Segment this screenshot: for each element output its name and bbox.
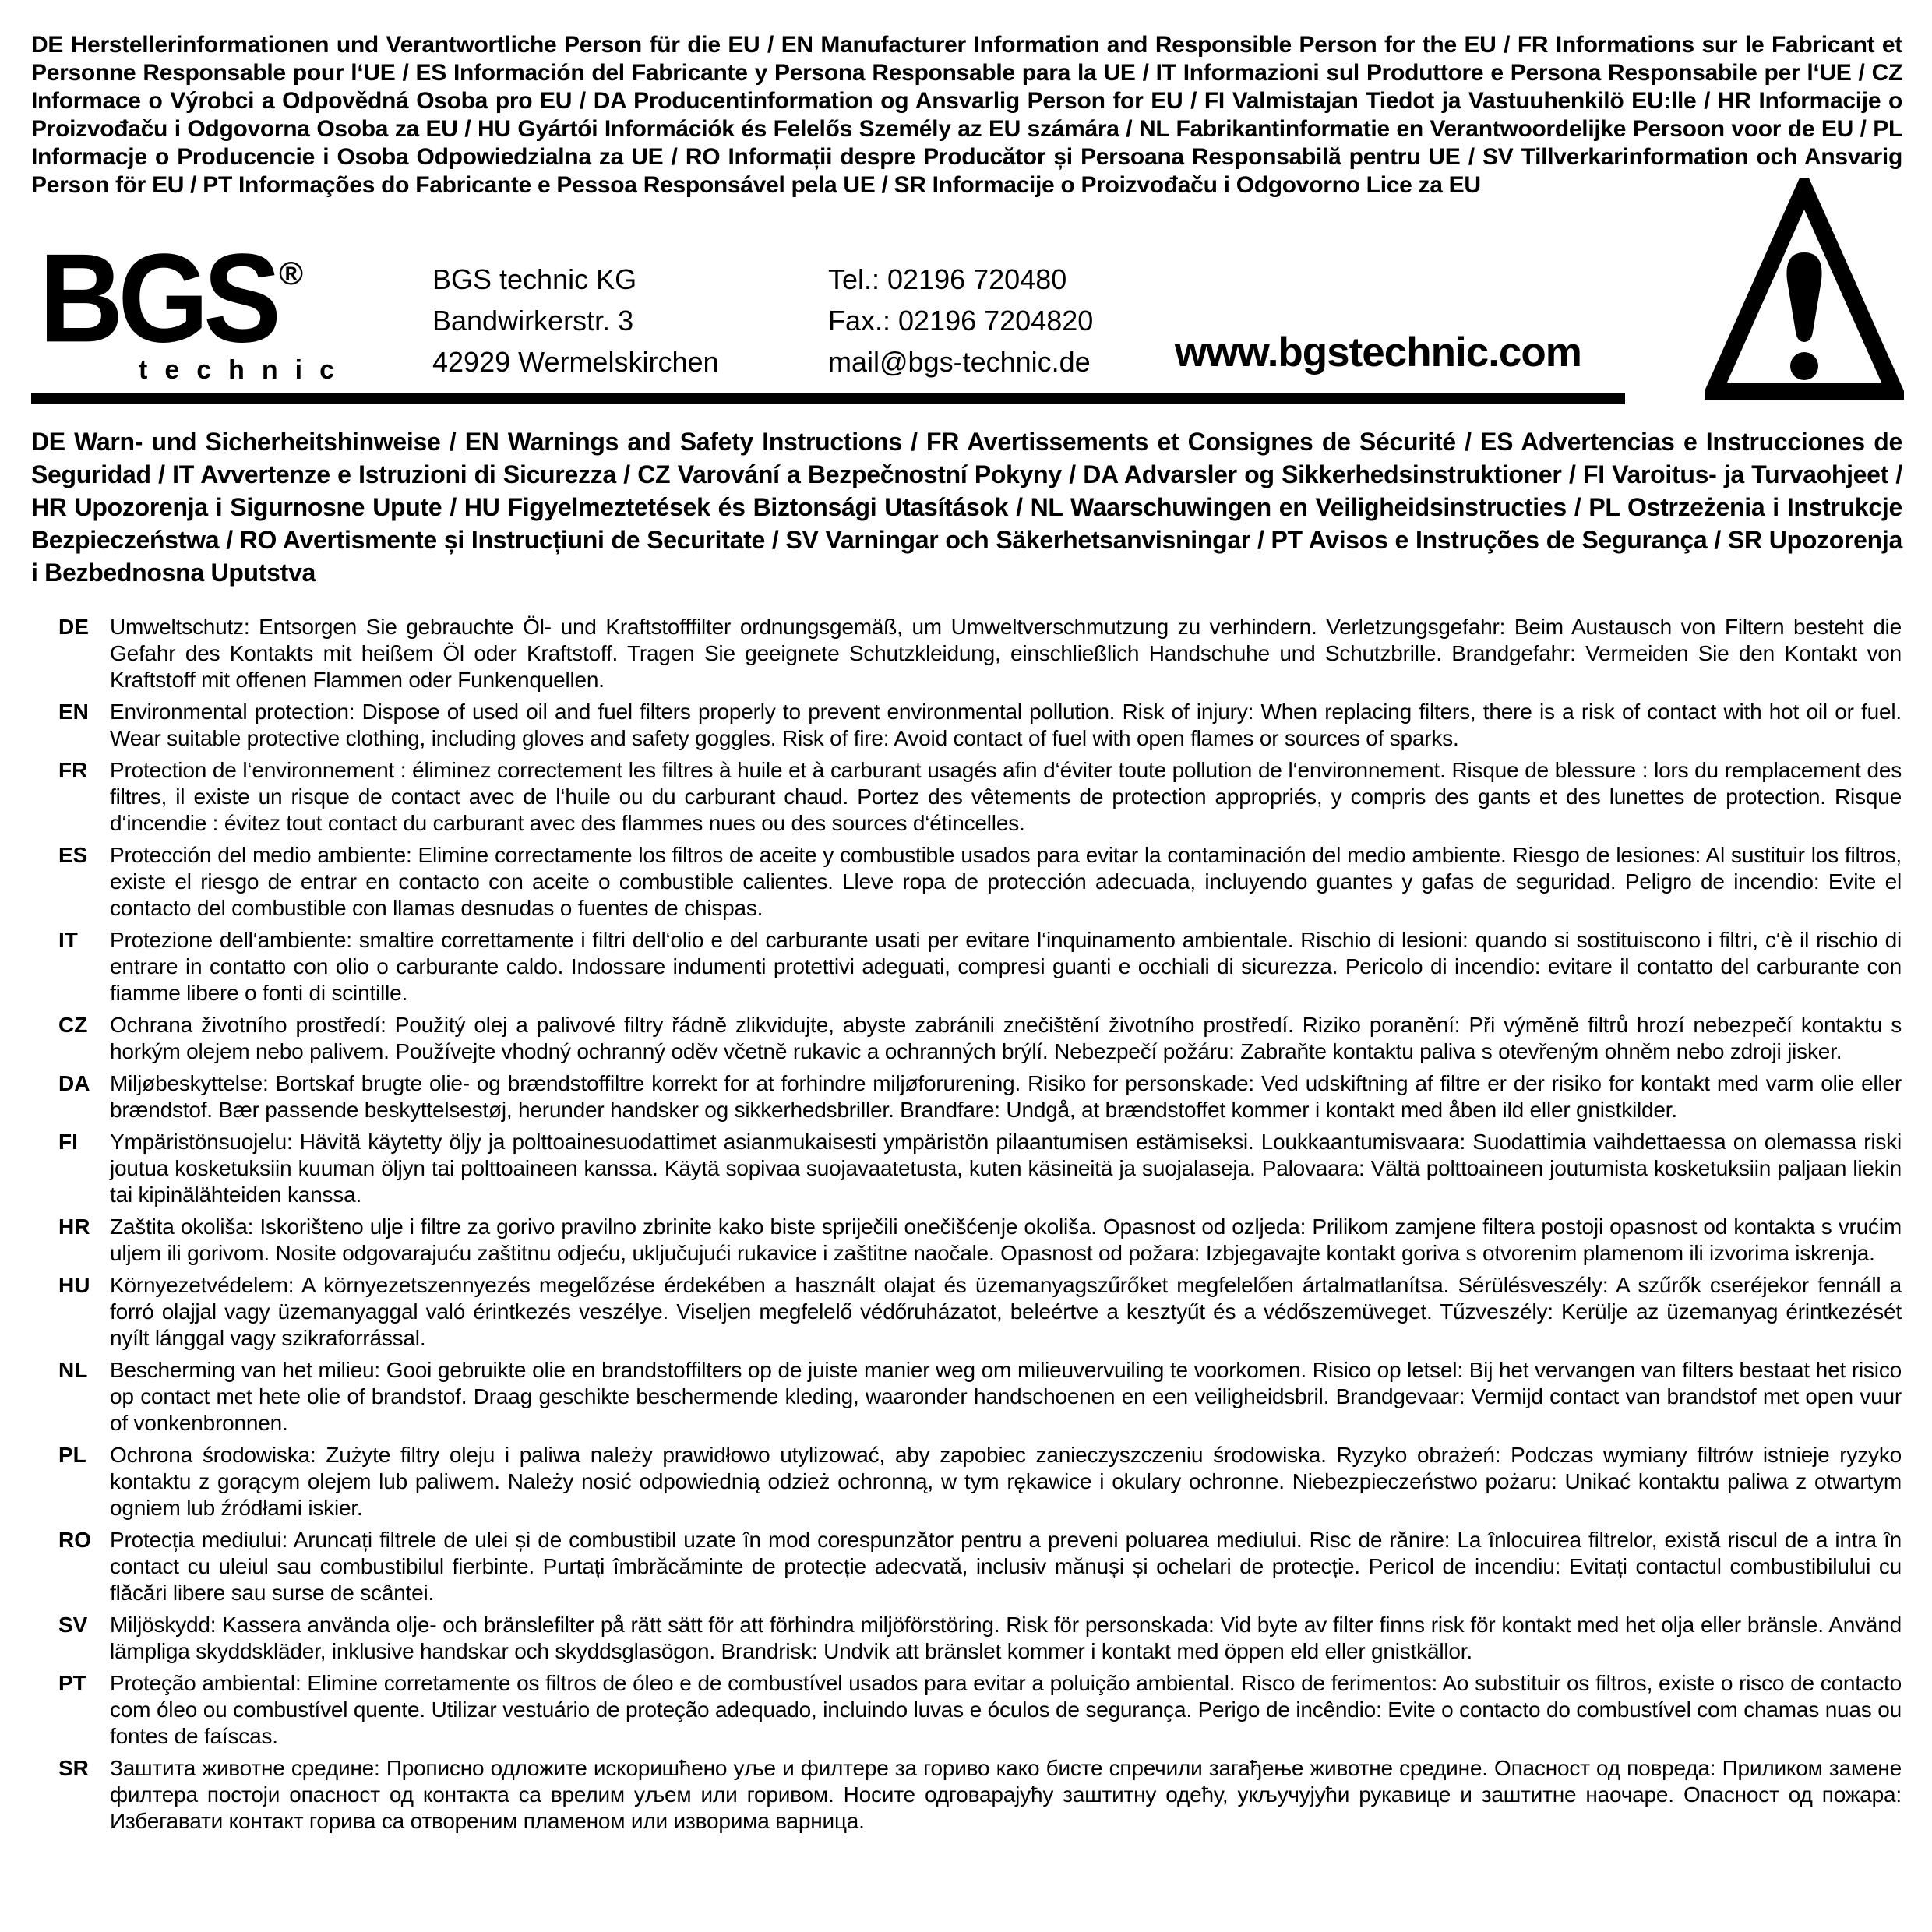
company-name: BGS technic KG: [432, 263, 637, 295]
divider: [31, 393, 1625, 404]
list-item-en: [58, 699, 1902, 752]
language-code: DE: [58, 615, 89, 639]
list-item-de: [58, 614, 1902, 693]
language-text: Заштита животне средине: Прописно одложите искоришћено уље и филтере за гориво како бисте спречили загађење животне средине. Опасност од повреда: Приликом замене филтера постоји опасност од контакта са врелим уљем или горивом. Носите одговарајућу заштитну одећу, укључујући рукавице и заштитне наочаре. Опасност од пожара: Избегавати контакт горива са отвореним пламеном или изворима варница.: [110, 1756, 1902, 1833]
company-email: mail@bgs-technic.de: [828, 346, 1091, 378]
list-item-cz: [58, 1012, 1902, 1065]
list-item-it: [58, 927, 1902, 1007]
company-phone: Tel.: 02196 720480: [828, 263, 1067, 295]
language-code: RO: [58, 1528, 91, 1552]
list-item-ro: [58, 1527, 1902, 1606]
website-url: www.bgstechnic.com: [1175, 330, 1581, 375]
registered-trademark-symbol: ®: [279, 254, 304, 291]
language-code: PL: [58, 1443, 86, 1467]
company-street: Bandwirkerstr. 3: [432, 305, 634, 337]
language-text: Miljöskydd: Kassera använda olje- och bränslefilter på rätt sätt för att förhindra miljöförstöring. Risk för personskada: Vid byte av filter finns risk för kontakt med het olja eller bränsle. Använd lämpliga skyddskläder, inklusive handskar och skyddsglasögon. Brandrisk: Undvik att bränslet kommer i kontakt med öppen eld eller gnistkällor.: [110, 1613, 1902, 1663]
language-text: Protección del medio ambiente: Elimine correctamente los filtros de aceite y combustible usados para evitar la contaminación del medio ambiente. Riesgo de lesiones: Al sustituir los filtros, existe el riesgo de entrar en contacto con aceite o combustible calientes. Lleve ropa de protección adecuada, incluyendo guantes y gafas de seguridad. Peligro de incendio: Evite el contacto del combustible con llamas desnudas o fuentes de chispas.: [110, 843, 1902, 920]
company-fax: Fax.: 02196 7204820: [828, 305, 1094, 337]
language-text: Proteção ambiental: Elimine corretamente os filtros de óleo e de combustível usados para evitar a poluição ambiental. Risco de ferimentos: Ao substituir os filtros, existe o risco de contacto com óleo ou combustível quente. Utilizar vestuário de proteção adequado, incluindo luvas e óculos de segurança. Perigo de incêndio: Evite o contacto do combustível com chamas nuas ou fontes de faíscas.: [110, 1671, 1902, 1748]
language-text: Környezetvédelem: A környezetszennyezés megelőzése érdekében a használt olajat és üzemanyagszűrőket megfelelően ártalmatlanítsa. Sérülésveszély: A szűrők cseréjekor fennáll a forró olajjal vagy üzemanyaggal való érintkezés veszélye. Viseljen megfelelő védőruházatot, beleértve a kesztyűt és a védőszemüveget. Tűzveszély: Kerülje az üzemanyag érintkezését nyílt lánggal vagy szikraforrással.: [110, 1273, 1902, 1350]
safety-instructions-list: [58, 614, 1902, 1840]
language-text: Bescherming van het milieu: Gooi gebruikte olie en brandstoffilters op de juiste manier weg om milieuvervuiling te voorkomen. Risico op letsel: Bij het vervangen van filters bestaat het risico op contact met hete olie of brandstof. Draag geschikte beschermende kleding, waaronder handschoenen en een veiligheidsbril. Brandgevaar: Vermijd contact van brandstof met open vuur of vonkenbronnen.: [110, 1358, 1902, 1435]
bgs-logo-subtext: technic: [139, 355, 352, 385]
language-text: Environmental protection: Dispose of used oil and fuel filters properly to prevent environmental pollution. Risk of injury: When replacing filters, there is a risk of contact with hot oil or fuel. Wear suitable protective clothing, including gloves and safety goggles. Risk of fire: Avoid contact of fuel with open flames or sources of sparks.: [110, 700, 1902, 750]
language-code: FI: [58, 1130, 78, 1154]
list-item-sv: [58, 1612, 1902, 1665]
language-code: EN: [58, 700, 89, 724]
list-item-hu: [58, 1272, 1902, 1352]
language-text: Umweltschutz: Entsorgen Sie gebrauchte Öl- und Kraftstofffilter ordnungsgemäß, um Umweltverschmutzung zu verhindern. Verletzungsgefahr: Beim Austausch von Filtern besteht die Gefahr des Kontakts mit heißem Öl oder Kraftstoff. Tragen Sie geeignete Schutzkleidung, einschließlich Handschuhe und Schutzbrille. Brandgefahr: Vermeiden Sie den Kontakt von Kraftstoff mit offenen Flammen oder Funkenquellen.: [110, 615, 1902, 692]
safety-warnings-heading: DE Warn- und Sicherheitshinweise / EN Warnings and Safety Instructions / FR Avertissements et Consignes de Sécurité / ES Advertencias e Instrucciones de Seguridad / IT Avvertenze e Istruzioni di Sicurezza / CZ Varování a Bezpečnostní Pokyny / DA Advarsler og Sikkerhedsinstruktioner / FI Varoitus- ja Turvaohjeet / HR Upozorenja i Sigurnosne Upute / HU Figyelmeztetések és Biztonsági Utasítások / NL Waarschuwingen en Veiligheidsinstructies / PL Ostrzeżenia i Instrukcje Bezpieczeństwa / RO Avertismente și Instrucțiuni de Securitate / SV Varningar och Säkerhetsanvisningar / PT Avisos e Instruções de Segurança / SR Upozorenja i Bezbednosna Uputstva: [31, 428, 1902, 587]
manufacturer-info-heading: DE Herstellerinformationen und Verantwortliche Person für die EU / EN Manufacturer Information and Responsible Person for the EU / FR Informations sur le Fabricant et Personne Responsable pour l‘UE / ES Información del Fabricante y Persona Responsable para la UE / IT Informazioni sul Produttore e Persona Responsabile per l‘UE / CZ Informace o Výrobci a Odpovědná Osoba pro EU / DA Producentinformation og Ansvarlig Person for EU / FI Valmistajan Tiedot ja Vastuuhenkilö EU:lle / HR Informacije o Proizvođaču i Odgovorna Osoba za EU / HU Gyártói Információk és Felelős Személy az EU számára / NL Fabrikantinformatie en Verantwoordelijke Persoon voor de EU / PL Informacje o Producencie i Osoba Odpowiedzialna za UE / RO Informații despre Producător și Persoana Responsabilă pentru UE / SV Tillverkarinformation och Ansvarig Person för EU / PT Informações do Fabricante e Pessoa Responsável pela UE / SR Informacije o Proizvođaču i Odgovorno Lice za EU: [31, 32, 1902, 198]
language-code: SV: [58, 1613, 88, 1637]
language-text: Protection de l‘environnement : éliminez correctement les filtres à huile et à carburant usagés afin d‘éviter toute pollution de l‘environnement. Risque de blessure : lors du remplacement des filtres, il existe un risque de contact avec de l‘huile ou du carburant chaud. Portez des vêtements de protection appropriés, y compris des gants et des lunettes de protection. Risque d‘incendie : évitez tout contact du carburant avec des flammes nues ou des sources d‘étincelles.: [110, 758, 1902, 835]
list-item-sr: [58, 1755, 1902, 1835]
list-item-es: [58, 842, 1902, 922]
language-code: SR: [58, 1756, 89, 1780]
company-address: [432, 259, 719, 383]
language-text: Miljøbeskyttelse: Bortskaf brugte olie- og brændstoffiltre korrekt for at forhindre miljøforurening. Risiko for personskade: Ved udskiftning af filtre er der risiko for kontakt med varm olie eller brændstof. Bær passende beskyttelsestøj, herunder handsker og sikkerhedsbriller. Brandfare: Undgå, at brændstoffet kommer i kontakt med åben ild eller gnistkilder.: [110, 1071, 1902, 1122]
list-item-fi: [58, 1129, 1902, 1208]
list-item-fr: [58, 757, 1902, 837]
letterhead: [31, 227, 1902, 394]
language-code: IT: [58, 928, 78, 952]
company-contact: [828, 259, 1093, 383]
warning-triangle-icon: [1705, 178, 1904, 402]
bgs-logo: [39, 227, 352, 386]
language-code: DA: [58, 1071, 90, 1095]
language-text: Ochrana životního prostředí: Použitý olej a palivové filtry řádně zlikvidujte, abyste zabránili znečištění životního prostředí. Riziko poranění: Při výměně filtrů hrozí nebezpečí kontaktu s horkým olejem nebo palivem. Používejte vhodný ochranný oděv včetně rukavic a ochranných brýlí. Nebezpečí požáru: Zabraňte kontaktu paliva s otevřeným ohněm nebo zdroji jisker.: [110, 1013, 1902, 1063]
language-code: HR: [58, 1215, 90, 1239]
language-text: Ympäristönsuojelu: Hävitä käytetty öljy ja polttoainesuodattimet asianmukaisesti ympäristön pilaantumisen estämiseksi. Loukkaantumisvaara: Suodattimia vaihdettaessa on olemassa riski joutua kosketuksiin kuuman öljyn tai polttoaineen kanssa. Käytä sopivaa suojavaatetusta, kuten käsineitä ja suojalaseja. Palovaara: Vältä polttoaineen joutumista kosketuksiin paljaan liekin tai kipinälähteiden kanssa.: [110, 1130, 1902, 1207]
language-text: Protezione dell‘ambiente: smaltire correttamente i filtri dell‘olio e del carburante usati per evitare l‘inquinamento ambientale. Rischio di lesioni: quando si sostituiscono i filtri, c‘è il rischio di entrare in contatto con olio o carburante caldo. Indossare indumenti protettivi adeguati, compresi guanti e occhiali di sicurezza. Pericolo di incendio: evitare il contatto del carburante con fiamme libere o fonti di scintille.: [110, 928, 1902, 1005]
language-text: Zaštita okoliša: Iskorišteno ulje i filtre za gorivo pravilno zbrinite kako biste spriječili onečišćenje okoliša. Opasnost od ozljeda: Prilikom zamjene filtera postoji opasnost od kontakta s vrućim uljem ili gorivom. Nosite odgovarajuću zaštitnu odjeću, uključujući rukavice i zaštitne naočale. Opasnost od požara: Izbjegavajte kontakt goriva s otvorenim plamenom ili izvorima iskrenja.: [110, 1215, 1902, 1265]
company-city: 42929 Wermelskirchen: [432, 346, 719, 378]
language-code: ES: [58, 843, 88, 867]
language-text: Protecția mediului: Aruncați filtrele de ulei și de combustibil uzate în mod corespunzător pentru a preveni poluarea mediului. Risc de rănire: La înlocuirea filtrelor, există riscul de a intra în contact cu uleiul sau combustibilul fierbinte. Purtați îmbrăcăminte de protecție adecvată, inclusiv mănuși și ochelari de protecție. Pericol de incendiu: Evitați contactul combustibilului cu flăcări libere sau surse de scântei.: [110, 1528, 1902, 1605]
language-code: FR: [58, 758, 88, 782]
language-code: NL: [58, 1358, 88, 1382]
list-item-da: [58, 1070, 1902, 1123]
language-code: CZ: [58, 1013, 88, 1037]
language-code: HU: [58, 1273, 90, 1297]
list-item-hr: [58, 1214, 1902, 1267]
language-text: Ochrona środowiska: Zużyte filtry oleju i paliwa należy prawidłowo utylizować, aby zapobiec zanieczyszczeniu środowiska. Ryzyko obrażeń: Podczas wymiany filtrów istnieje ryzyko kontaktu z gorącym olejem lub paliwem. Należy nosić odpowiednią odzież ochronną, w tym rękawice i okulary ochronne. Niebezpieczeństwo pożaru: Unikać kontaktu paliwa z otwartym ogniem lub źródłami iskier.: [110, 1443, 1902, 1520]
list-item-pl: [58, 1442, 1902, 1521]
list-item-pt: [58, 1670, 1902, 1750]
language-code: PT: [58, 1671, 86, 1695]
bgs-logo-text: BGS: [39, 227, 277, 368]
list-item-nl: [58, 1357, 1902, 1437]
